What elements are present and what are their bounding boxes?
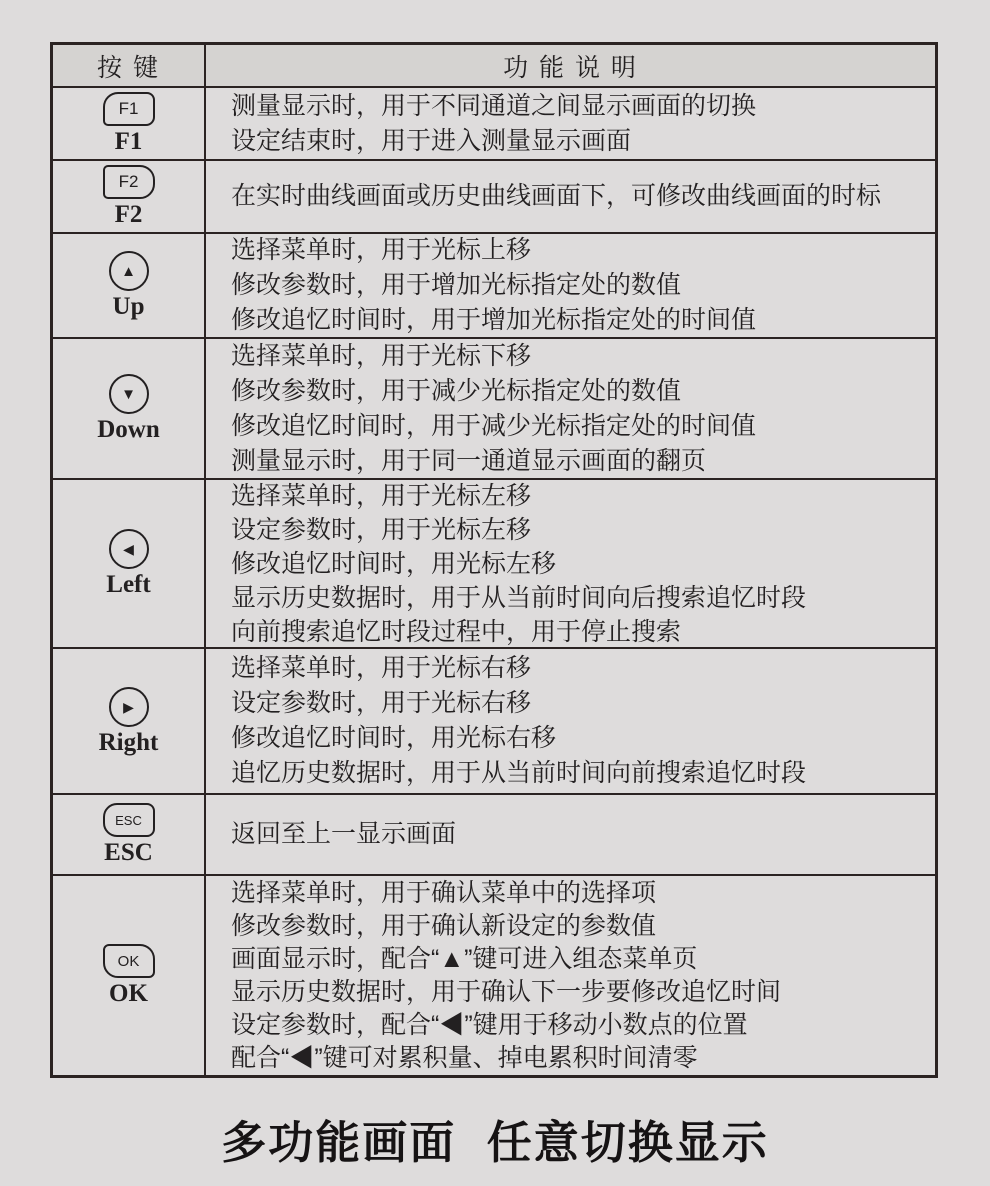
key-cell — [53, 234, 206, 337]
key-label: F1 — [114, 128, 143, 155]
description-line: 画面显示时，配合“▲”键可进入组态菜单页 — [231, 944, 698, 973]
description-line: 选择菜单时，用于确认菜单中的选择项 — [231, 878, 657, 907]
key-cell — [53, 795, 206, 874]
key-label: F2 — [114, 201, 143, 228]
key-label: OK — [109, 980, 148, 1007]
table-row — [53, 339, 935, 480]
description-line: 修改参数时，用于减少光标指定处的数值 — [231, 376, 682, 405]
key-cell — [53, 88, 206, 159]
f2-keycap-icon: F2 — [103, 165, 155, 199]
table-row — [53, 649, 935, 795]
function-description-cell — [206, 339, 935, 478]
function-description-cell — [206, 649, 935, 793]
table-row — [53, 480, 935, 649]
key-cell — [53, 339, 206, 478]
column-header-key: 按 键 — [53, 45, 206, 86]
key-cell — [53, 649, 206, 793]
key-function-table — [50, 42, 938, 1078]
description-line: 选择菜单时，用于光标左移 — [231, 481, 532, 510]
key-label: Left — [106, 571, 151, 598]
description-line: 修改追忆时间时，用于减少光标指定处的时间值 — [231, 411, 757, 440]
description-line: 设定结束时，用于进入测量显示画面 — [231, 126, 632, 155]
description-line: 修改参数时，用于增加光标指定处的数值 — [231, 271, 682, 299]
table-row — [53, 234, 935, 339]
description-line: 选择菜单时，用于光标下移 — [231, 341, 532, 370]
description-line: 显示历史数据时，用于从当前时间向后搜索追忆时段 — [231, 583, 807, 612]
table-row — [53, 876, 935, 1075]
description-line: 测量显示时，用于同一通道显示画面的翻页 — [231, 446, 707, 475]
column-header-function: 功 能 说 明 — [503, 53, 638, 82]
description-line: 修改追忆时间时，用于增加光标指定处的时间值 — [231, 306, 757, 334]
description-line: 修改追忆时间时，用光标左移 — [231, 549, 557, 578]
key-cell — [53, 480, 206, 647]
page-caption: 多功能画面 任意切换显示 — [221, 1117, 769, 1168]
table-row — [53, 161, 935, 234]
esc-keycap-icon: ESC — [103, 803, 155, 837]
description-line: 返回至上一显示画面 — [231, 820, 457, 848]
key-label: Down — [97, 416, 160, 443]
description-line: 修改追忆时间时，用光标右移 — [231, 724, 557, 752]
description-line: 配合“◀”键可对累积量、掉电累积时间清零 — [231, 1043, 698, 1072]
table-row — [53, 88, 935, 161]
table-header-row — [53, 45, 935, 88]
key-label: Up — [112, 293, 145, 320]
description-line: 设定参数时，用于光标左移 — [231, 515, 532, 544]
arrow-up-circle-icon: ▲ — [109, 251, 149, 291]
arrow-right-circle-icon: ▶ — [109, 687, 149, 727]
function-description-cell — [206, 480, 935, 647]
function-description-cell — [206, 161, 935, 232]
description-line: 测量显示时，用于不同通道之间显示画面的切换 — [231, 91, 757, 120]
description-line: 选择菜单时，用于光标上移 — [231, 236, 532, 264]
description-line: 向前搜索追忆时段过程中，用于停止搜索 — [231, 617, 682, 646]
arrow-left-circle-icon: ◀ — [109, 529, 149, 569]
description-line: 在实时曲线画面或历史曲线画面下，可修改曲线画面的时标 — [231, 182, 882, 210]
description-line: 选择菜单时，用于光标右移 — [231, 654, 532, 682]
f1-keycap-icon: F1 — [103, 92, 155, 126]
ok-keycap-icon: OK — [103, 944, 155, 978]
function-description-cell — [206, 876, 935, 1075]
key-cell — [53, 876, 206, 1075]
key-label: Right — [98, 728, 159, 756]
description-line: 修改参数时，用于确认新设定的参数值 — [231, 911, 657, 940]
function-description-cell — [206, 88, 935, 159]
description-line: 显示历史数据时，用于确认下一步要修改追忆时间 — [231, 977, 782, 1006]
key-cell — [53, 161, 206, 232]
description-line: 设定参数时，用于光标右移 — [231, 689, 532, 717]
function-description-cell — [206, 795, 935, 874]
description-line: 设定参数时，配合“◀”键用于移动小数点的位置 — [231, 1010, 748, 1039]
table-row — [53, 795, 935, 876]
key-label: ESC — [104, 839, 153, 866]
function-description-cell — [206, 234, 935, 337]
arrow-down-circle-icon: ▼ — [109, 374, 149, 414]
description-line: 追忆历史数据时，用于从当前时间向前搜索追忆时段 — [231, 759, 807, 787]
